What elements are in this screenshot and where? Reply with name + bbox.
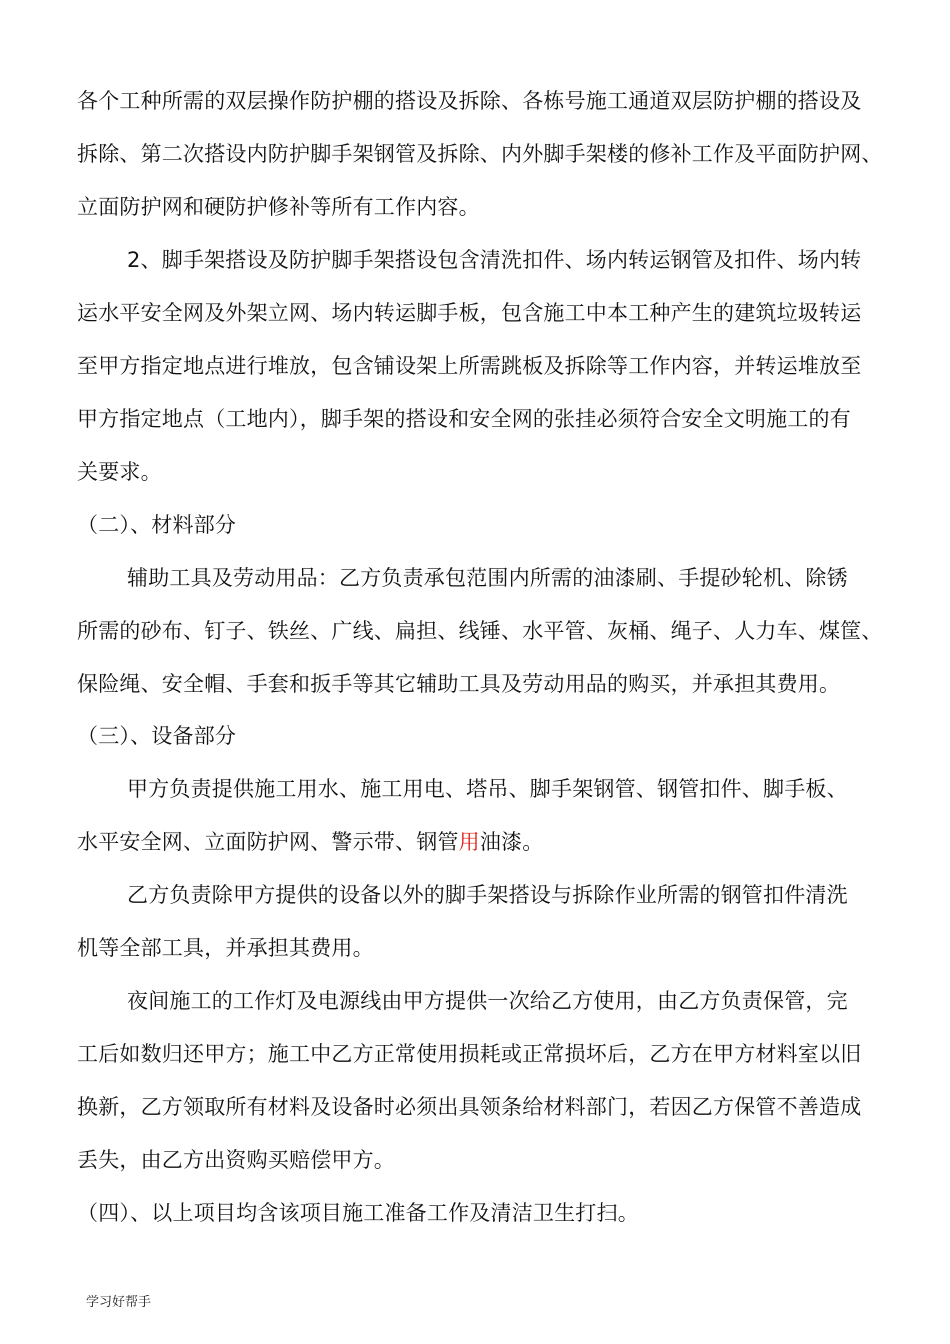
paragraph-line: 拆除、第二次搭设内防护脚手架钢管及拆除、内外脚手架楼的修补工作及平面防护网、 xyxy=(77,142,883,166)
paragraph-line: 换新，乙方领取所有材料及设备时必须出具领条给材料部门，若因乙方保管不善造成 xyxy=(77,1095,862,1119)
text-segment: 油漆。 xyxy=(479,830,544,854)
paragraph-line: 运水平安全网及外架立网、场内转运脚手板，包含施工中本工种产生的建筑垃圾转运 xyxy=(77,301,862,325)
paragraph-line: 所需的砂布、钉子、铁丝、广线、扁担、线锤、水平管、灰桶、绳子、人力车、煤筐、 xyxy=(77,619,883,643)
paragraph-line: 夜间施工的工作灯及电源线由甲方提供一次给乙方使用，由乙方负责保管，完 xyxy=(127,989,848,1013)
paragraph-line: 各个工种所需的双层操作防护棚的搭设及拆除、各栋号施工通道双层防护棚的搭设及 xyxy=(77,89,862,113)
highlighted-text: 用 xyxy=(458,830,480,854)
section-heading-materials: （二）、材料部分 xyxy=(77,513,237,537)
paragraph-line: 乙方负责除甲方提供的设备以外的脚手架搭设与拆除作业所需的钢管扣件清洗 xyxy=(127,883,848,907)
paragraph-line: 甲方负责提供施工用水、施工用电、塔吊、脚手架钢管、钢管扣件、脚手板、 xyxy=(127,777,848,801)
paragraph-line: 机等全部工具，并承担其费用。 xyxy=(77,936,374,960)
paragraph-line: 保险绳、安全帽、手套和扳手等其它辅助工具及劳动用品的购买，并承担其费用。 xyxy=(77,672,841,696)
paragraph-line: 关要求。 xyxy=(77,460,162,484)
paragraph-line-mixed xyxy=(77,827,543,857)
paragraph-line: 立面防护网和硬防护修补等所有工作内容。 xyxy=(77,195,480,219)
section-heading-preparation: （四）、以上项目均含该项目施工准备工作及清洁卫生打扫。 xyxy=(77,1201,639,1225)
paragraph-line: 工后如数归还甲方；施工中乙方正常使用损耗或正常损坏后，乙方在甲方材料室以旧 xyxy=(77,1042,862,1066)
paragraph-line: 甲方指定地点（工地内），脚手架的搭设和安全网的张挂必须符合安全文明施工的有 xyxy=(77,407,851,431)
text-segment: 水平安全网、立面防护网、警示带、钢管 xyxy=(77,830,459,854)
footer-note: 学习好帮手 xyxy=(86,1295,152,1310)
section-heading-equipment: （三）、设备部分 xyxy=(77,724,237,748)
paragraph-line: 2、脚手架搭设及防护脚手架搭设包含清洗扣件、场内转运钢管及扣件、场内转 xyxy=(127,248,862,272)
paragraph-line: 丢失，由乙方出资购买赔偿甲方。 xyxy=(77,1148,395,1172)
paragraph-line: 辅助工具及劳动用品：乙方负责承包范围内所需的油漆刷、手提砂轮机、除锈 xyxy=(127,566,848,590)
paragraph-line: 至甲方指定地点进行堆放，包含铺设架上所需跳板及拆除等工作内容，并转运堆放至 xyxy=(77,354,862,378)
